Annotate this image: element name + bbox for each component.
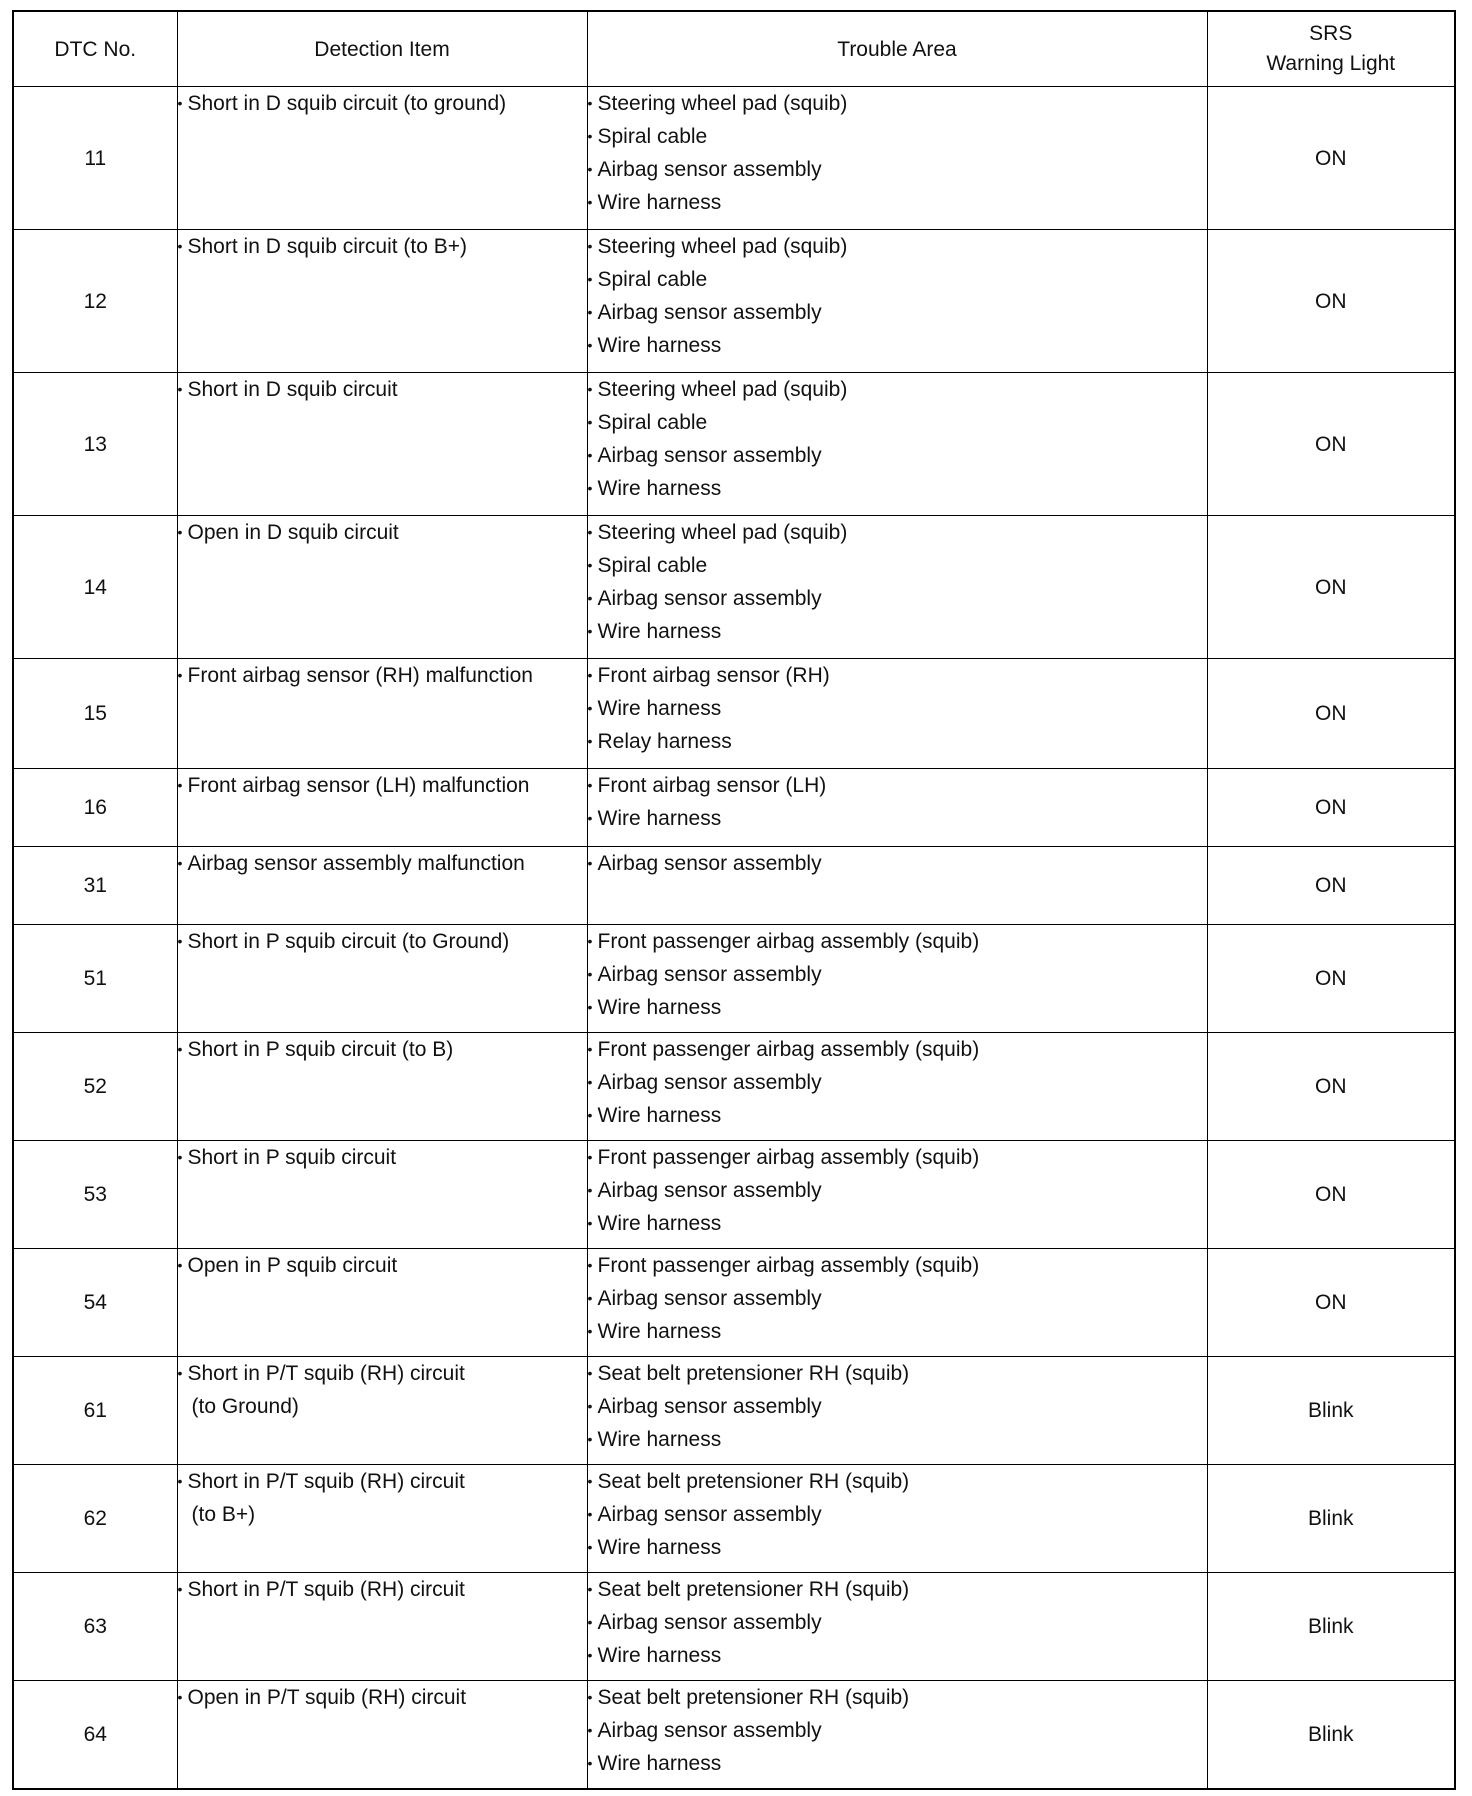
detection-item-text: Short in P/T squib (RH) circuit <box>187 1578 465 1601</box>
detection-item-line <box>178 230 587 263</box>
trouble-area-text: Front airbag sensor (RH) <box>597 664 830 687</box>
trouble-area-item <box>588 263 1207 296</box>
dtc-number: 64 <box>13 1681 177 1789</box>
trouble-area-item <box>588 120 1207 153</box>
detection-item-text: Short in P/T squib (RH) circuit <box>187 1362 465 1385</box>
table-row <box>13 373 1455 516</box>
trouble-area-cell <box>587 769 1207 847</box>
bullet-icon: • <box>587 1257 593 1273</box>
trouble-area-item <box>588 582 1207 615</box>
detection-item-line <box>178 925 587 958</box>
srs-warning-light-status: Blink <box>1207 1681 1455 1789</box>
trouble-area-item <box>588 925 1207 958</box>
detection-item-continuation: (to Ground) <box>191 1395 299 1418</box>
table-row <box>13 1357 1455 1465</box>
trouble-area-text: Airbag sensor assembly <box>597 301 822 324</box>
table-row <box>13 1681 1455 1789</box>
bullet-icon: • <box>587 1431 593 1447</box>
srs-warning-light-status: Blink <box>1207 1357 1455 1465</box>
trouble-area-text: Front passenger airbag assembly (squib) <box>597 930 980 953</box>
bullet-icon: • <box>177 777 183 793</box>
trouble-area-text: Spiral cable <box>597 268 708 291</box>
trouble-area-text: Airbag sensor assembly <box>597 444 822 467</box>
trouble-area-item <box>588 1249 1207 1282</box>
detection-item-cell <box>177 230 587 373</box>
trouble-area-item <box>588 958 1207 991</box>
detection-item-continuation: (to B+) <box>191 1503 256 1526</box>
bullet-icon: • <box>587 1473 593 1489</box>
trouble-area-item <box>588 659 1207 692</box>
trouble-area-text: Wire harness <box>597 807 722 830</box>
srs-warning-light-status: ON <box>1207 1033 1455 1141</box>
trouble-area-item <box>588 1465 1207 1498</box>
detection-item-text: Short in P squib circuit (to B) <box>187 1038 454 1061</box>
trouble-area-item <box>588 230 1207 263</box>
bullet-icon: • <box>587 447 593 463</box>
detection-item-line <box>178 769 587 802</box>
trouble-area-item <box>588 1282 1207 1315</box>
dtc-number: 51 <box>13 925 177 1033</box>
trouble-area-text: Steering wheel pad (squib) <box>597 521 848 544</box>
detection-item-text: Open in P/T squib (RH) circuit <box>187 1686 467 1709</box>
trouble-area-text: Wire harness <box>597 1320 722 1343</box>
trouble-area-item <box>588 1141 1207 1174</box>
srs-warning-light-status: ON <box>1207 1141 1455 1249</box>
detection-item-text: Short in P/T squib (RH) circuit <box>187 1470 465 1493</box>
trouble-area-cell <box>587 1249 1207 1357</box>
bullet-icon: • <box>177 1365 183 1381</box>
trouble-area-item <box>588 1531 1207 1564</box>
trouble-area-text: Wire harness <box>597 1104 722 1127</box>
detection-item-line <box>178 847 587 880</box>
detection-item-line <box>178 1357 587 1390</box>
srs-warning-light-status: ON <box>1207 847 1455 925</box>
dtc-number: 13 <box>13 373 177 516</box>
bullet-icon: • <box>587 1149 593 1165</box>
detection-item-line <box>178 1681 587 1714</box>
bullet-icon: • <box>177 1689 183 1705</box>
trouble-area-item <box>588 1207 1207 1240</box>
bullet-icon: • <box>587 733 593 749</box>
bullet-icon: • <box>177 381 183 397</box>
trouble-area-text: Steering wheel pad (squib) <box>597 92 848 115</box>
detection-item-line <box>178 516 587 549</box>
detection-item-cell <box>177 1573 587 1681</box>
table-row <box>13 769 1455 847</box>
trouble-area-item <box>588 329 1207 362</box>
detection-item-cell <box>177 87 587 230</box>
dtc-number: 52 <box>13 1033 177 1141</box>
trouble-area-item <box>588 1099 1207 1132</box>
detection-item-cell <box>177 1465 587 1573</box>
bullet-icon: • <box>587 557 593 573</box>
trouble-area-text: Airbag sensor assembly <box>597 852 822 875</box>
detection-item-line <box>178 1573 587 1606</box>
detection-item-cell <box>177 373 587 516</box>
detection-item-cell <box>177 516 587 659</box>
detection-item-cell <box>177 659 587 769</box>
header-srs-line1: SRS <box>1309 22 1353 45</box>
trouble-area-cell <box>587 230 1207 373</box>
dtc-number: 62 <box>13 1465 177 1573</box>
trouble-area-cell <box>587 925 1207 1033</box>
srs-warning-light-status: ON <box>1207 769 1455 847</box>
header-detection-item: Detection Item <box>177 11 587 87</box>
detection-item-line <box>178 1249 587 1282</box>
table-row <box>13 659 1455 769</box>
bullet-icon: • <box>587 1581 593 1597</box>
trouble-area-item <box>588 406 1207 439</box>
bullet-icon: • <box>177 1149 183 1165</box>
bullet-icon: • <box>177 933 183 949</box>
table-header-row <box>13 11 1455 87</box>
trouble-area-text: Airbag sensor assembly <box>597 158 822 181</box>
bullet-icon: • <box>587 271 593 287</box>
trouble-area-text: Front airbag sensor (LH) <box>597 774 827 797</box>
detection-item-line <box>178 659 587 692</box>
trouble-area-item <box>588 1390 1207 1423</box>
trouble-area-text: Seat belt pretensioner RH (squib) <box>597 1362 910 1385</box>
detection-item-text: Open in P squib circuit <box>187 1254 398 1277</box>
srs-warning-light-status: ON <box>1207 373 1455 516</box>
dtc-number: 16 <box>13 769 177 847</box>
trouble-area-text: Spiral cable <box>597 411 708 434</box>
trouble-area-item <box>588 1639 1207 1672</box>
trouble-area-item <box>588 1747 1207 1780</box>
trouble-area-text: Airbag sensor assembly <box>597 1611 822 1634</box>
trouble-area-item <box>588 1573 1207 1606</box>
dtc-number: 61 <box>13 1357 177 1465</box>
table-row <box>13 516 1455 659</box>
detection-item-text: Short in P squib circuit (to Ground) <box>187 930 510 953</box>
trouble-area-text: Steering wheel pad (squib) <box>597 235 848 258</box>
bullet-icon: • <box>587 238 593 254</box>
bullet-icon: • <box>587 1647 593 1663</box>
srs-warning-light-status: ON <box>1207 1249 1455 1357</box>
trouble-area-text: Seat belt pretensioner RH (squib) <box>597 1578 910 1601</box>
bullet-icon: • <box>177 1257 183 1273</box>
trouble-area-cell <box>587 1681 1207 1789</box>
bullet-icon: • <box>177 667 183 683</box>
detection-item-line <box>178 1033 587 1066</box>
bullet-icon: • <box>587 128 593 144</box>
bullet-icon: • <box>587 966 593 982</box>
trouble-area-text: Seat belt pretensioner RH (squib) <box>597 1470 910 1493</box>
trouble-area-cell <box>587 659 1207 769</box>
trouble-area-text: Wire harness <box>597 1428 722 1451</box>
trouble-area-item <box>588 991 1207 1024</box>
bullet-icon: • <box>177 1473 183 1489</box>
trouble-area-text: Wire harness <box>597 620 722 643</box>
dtc-number: 15 <box>13 659 177 769</box>
table-row <box>13 1465 1455 1573</box>
trouble-area-item <box>588 769 1207 802</box>
dtc-number: 53 <box>13 1141 177 1249</box>
table-row <box>13 847 1455 925</box>
detection-item-cell <box>177 1141 587 1249</box>
bullet-icon: • <box>177 238 183 254</box>
srs-warning-light-status: ON <box>1207 516 1455 659</box>
table-row <box>13 230 1455 373</box>
bullet-icon: • <box>587 480 593 496</box>
detection-item-text: Short in P squib circuit <box>187 1146 397 1169</box>
trouble-area-item <box>588 725 1207 758</box>
table-body <box>13 87 1455 1789</box>
header-dtc-no: DTC No. <box>13 11 177 87</box>
dtc-number: 31 <box>13 847 177 925</box>
trouble-area-text: Wire harness <box>597 477 722 500</box>
detection-item-cell <box>177 925 587 1033</box>
bullet-icon: • <box>587 304 593 320</box>
trouble-area-text: Front passenger airbag assembly (squib) <box>597 1254 980 1277</box>
detection-item-cell <box>177 769 587 847</box>
bullet-icon: • <box>587 1755 593 1771</box>
trouble-area-text: Spiral cable <box>597 554 708 577</box>
bullet-icon: • <box>587 194 593 210</box>
trouble-area-cell <box>587 1033 1207 1141</box>
trouble-area-item <box>588 472 1207 505</box>
detection-item-text: Short in D squib circuit (to ground) <box>187 92 507 115</box>
trouble-area-text: Wire harness <box>597 1212 722 1235</box>
detection-item-text: Open in D squib circuit <box>187 521 399 544</box>
trouble-area-cell <box>587 1357 1207 1465</box>
trouble-area-text: Seat belt pretensioner RH (squib) <box>597 1686 910 1709</box>
srs-warning-light-status: ON <box>1207 87 1455 230</box>
bullet-icon: • <box>587 1614 593 1630</box>
trouble-area-text: Airbag sensor assembly <box>597 1503 822 1526</box>
bullet-icon: • <box>587 1539 593 1555</box>
bullet-icon: • <box>587 1074 593 1090</box>
trouble-area-item <box>588 1423 1207 1456</box>
bullet-icon: • <box>587 777 593 793</box>
bullet-icon: • <box>587 810 593 826</box>
trouble-area-item <box>588 1315 1207 1348</box>
bullet-icon: • <box>587 700 593 716</box>
bullet-icon: • <box>587 95 593 111</box>
bullet-icon: • <box>587 1107 593 1123</box>
trouble-area-cell <box>587 373 1207 516</box>
trouble-area-item <box>588 153 1207 186</box>
bullet-icon: • <box>587 1365 593 1381</box>
trouble-area-text: Airbag sensor assembly <box>597 1395 822 1418</box>
trouble-area-text: Relay harness <box>597 730 732 753</box>
table-row <box>13 925 1455 1033</box>
bullet-icon: • <box>587 667 593 683</box>
bullet-icon: • <box>177 95 183 111</box>
trouble-area-text: Wire harness <box>597 334 722 357</box>
trouble-area-item <box>588 186 1207 219</box>
trouble-area-item <box>588 1498 1207 1531</box>
detection-item-cell <box>177 1681 587 1789</box>
bullet-icon: • <box>587 1689 593 1705</box>
trouble-area-item <box>588 847 1207 880</box>
trouble-area-text: Airbag sensor assembly <box>597 1719 822 1742</box>
trouble-area-text: Wire harness <box>597 996 722 1019</box>
trouble-area-item <box>588 1357 1207 1390</box>
bullet-icon: • <box>587 1722 593 1738</box>
trouble-area-item <box>588 439 1207 472</box>
detection-item-text: Front airbag sensor (RH) malfunction <box>187 664 533 687</box>
srs-warning-light-status: ON <box>1207 659 1455 769</box>
trouble-area-cell <box>587 847 1207 925</box>
bullet-icon: • <box>587 1041 593 1057</box>
detection-item-cell <box>177 1033 587 1141</box>
detection-item-line <box>178 1465 587 1498</box>
trouble-area-cell <box>587 87 1207 230</box>
bullet-icon: • <box>587 414 593 430</box>
trouble-area-text: Airbag sensor assembly <box>597 587 822 610</box>
trouble-area-item <box>588 692 1207 725</box>
dtc-number: 12 <box>13 230 177 373</box>
detection-item-line <box>178 87 587 120</box>
bullet-icon: • <box>587 161 593 177</box>
trouble-area-cell <box>587 516 1207 659</box>
table-row <box>13 87 1455 230</box>
detection-item-text: Airbag sensor assembly malfunction <box>187 852 525 875</box>
trouble-area-text: Wire harness <box>597 191 722 214</box>
trouble-area-item <box>588 296 1207 329</box>
srs-warning-light-status: Blink <box>1207 1573 1455 1681</box>
trouble-area-text: Front passenger airbag assembly (squib) <box>597 1146 980 1169</box>
header-srs-line2: Warning Light <box>1266 52 1396 75</box>
trouble-area-item <box>588 802 1207 835</box>
bullet-icon: • <box>177 524 183 540</box>
trouble-area-item <box>588 1714 1207 1747</box>
detection-item-text: Front airbag sensor (LH) malfunction <box>187 774 530 797</box>
trouble-area-text: Front passenger airbag assembly (squib) <box>597 1038 980 1061</box>
trouble-area-item <box>588 1033 1207 1066</box>
trouble-area-item <box>588 87 1207 120</box>
trouble-area-text: Airbag sensor assembly <box>597 1071 822 1094</box>
bullet-icon: • <box>587 623 593 639</box>
table-row <box>13 1141 1455 1249</box>
srs-warning-light-status: Blink <box>1207 1465 1455 1573</box>
detection-item-cell <box>177 1357 587 1465</box>
trouble-area-text: Wire harness <box>597 697 722 720</box>
bullet-icon: • <box>587 524 593 540</box>
detection-item-line <box>178 373 587 406</box>
trouble-area-item <box>588 1606 1207 1639</box>
bullet-icon: • <box>177 1581 183 1597</box>
bullet-icon: • <box>587 1215 593 1231</box>
trouble-area-text: Airbag sensor assembly <box>597 1179 822 1202</box>
trouble-area-cell <box>587 1573 1207 1681</box>
dtc-number: 63 <box>13 1573 177 1681</box>
trouble-area-text: Airbag sensor assembly <box>597 963 822 986</box>
table-row <box>13 1249 1455 1357</box>
trouble-area-item <box>588 549 1207 582</box>
header-trouble-area: Trouble Area <box>587 11 1207 87</box>
bullet-icon: • <box>587 1323 593 1339</box>
bullet-icon: • <box>587 1290 593 1306</box>
srs-warning-light-status: ON <box>1207 925 1455 1033</box>
dtc-table-sheet <box>12 10 1454 1785</box>
bullet-icon: • <box>587 1398 593 1414</box>
detection-item-line <box>178 1141 587 1174</box>
trouble-area-text: Spiral cable <box>597 125 708 148</box>
bullet-icon: • <box>587 381 593 397</box>
trouble-area-text: Airbag sensor assembly <box>597 1287 822 1310</box>
bullet-icon: • <box>587 590 593 606</box>
trouble-area-item <box>588 516 1207 549</box>
detection-item-cell <box>177 847 587 925</box>
bullet-icon: • <box>587 999 593 1015</box>
trouble-area-item <box>588 615 1207 648</box>
trouble-area-text: Wire harness <box>597 1536 722 1559</box>
trouble-area-item <box>588 1681 1207 1714</box>
detection-item-cell <box>177 1249 587 1357</box>
detection-item-text: Short in D squib circuit <box>187 378 398 401</box>
dtc-table <box>12 10 1456 1790</box>
trouble-area-text: Wire harness <box>597 1752 722 1775</box>
bullet-icon: • <box>587 1182 593 1198</box>
srs-warning-light-status: ON <box>1207 230 1455 373</box>
dtc-number: 14 <box>13 516 177 659</box>
bullet-icon: • <box>587 933 593 949</box>
trouble-area-text: Wire harness <box>597 1644 722 1667</box>
trouble-area-cell <box>587 1141 1207 1249</box>
trouble-area-cell <box>587 1465 1207 1573</box>
table-row <box>13 1573 1455 1681</box>
dtc-number: 11 <box>13 87 177 230</box>
bullet-icon: • <box>587 855 593 871</box>
trouble-area-text: Steering wheel pad (squib) <box>597 378 848 401</box>
trouble-area-item <box>588 1174 1207 1207</box>
bullet-icon: • <box>587 337 593 353</box>
trouble-area-item <box>588 1066 1207 1099</box>
table-row <box>13 1033 1455 1141</box>
bullet-icon: • <box>177 855 183 871</box>
trouble-area-item <box>588 373 1207 406</box>
bullet-icon: • <box>587 1506 593 1522</box>
dtc-number: 54 <box>13 1249 177 1357</box>
header-srs-warning-light <box>1207 11 1455 87</box>
bullet-icon: • <box>177 1041 183 1057</box>
detection-item-text: Short in D squib circuit (to B+) <box>187 235 468 258</box>
